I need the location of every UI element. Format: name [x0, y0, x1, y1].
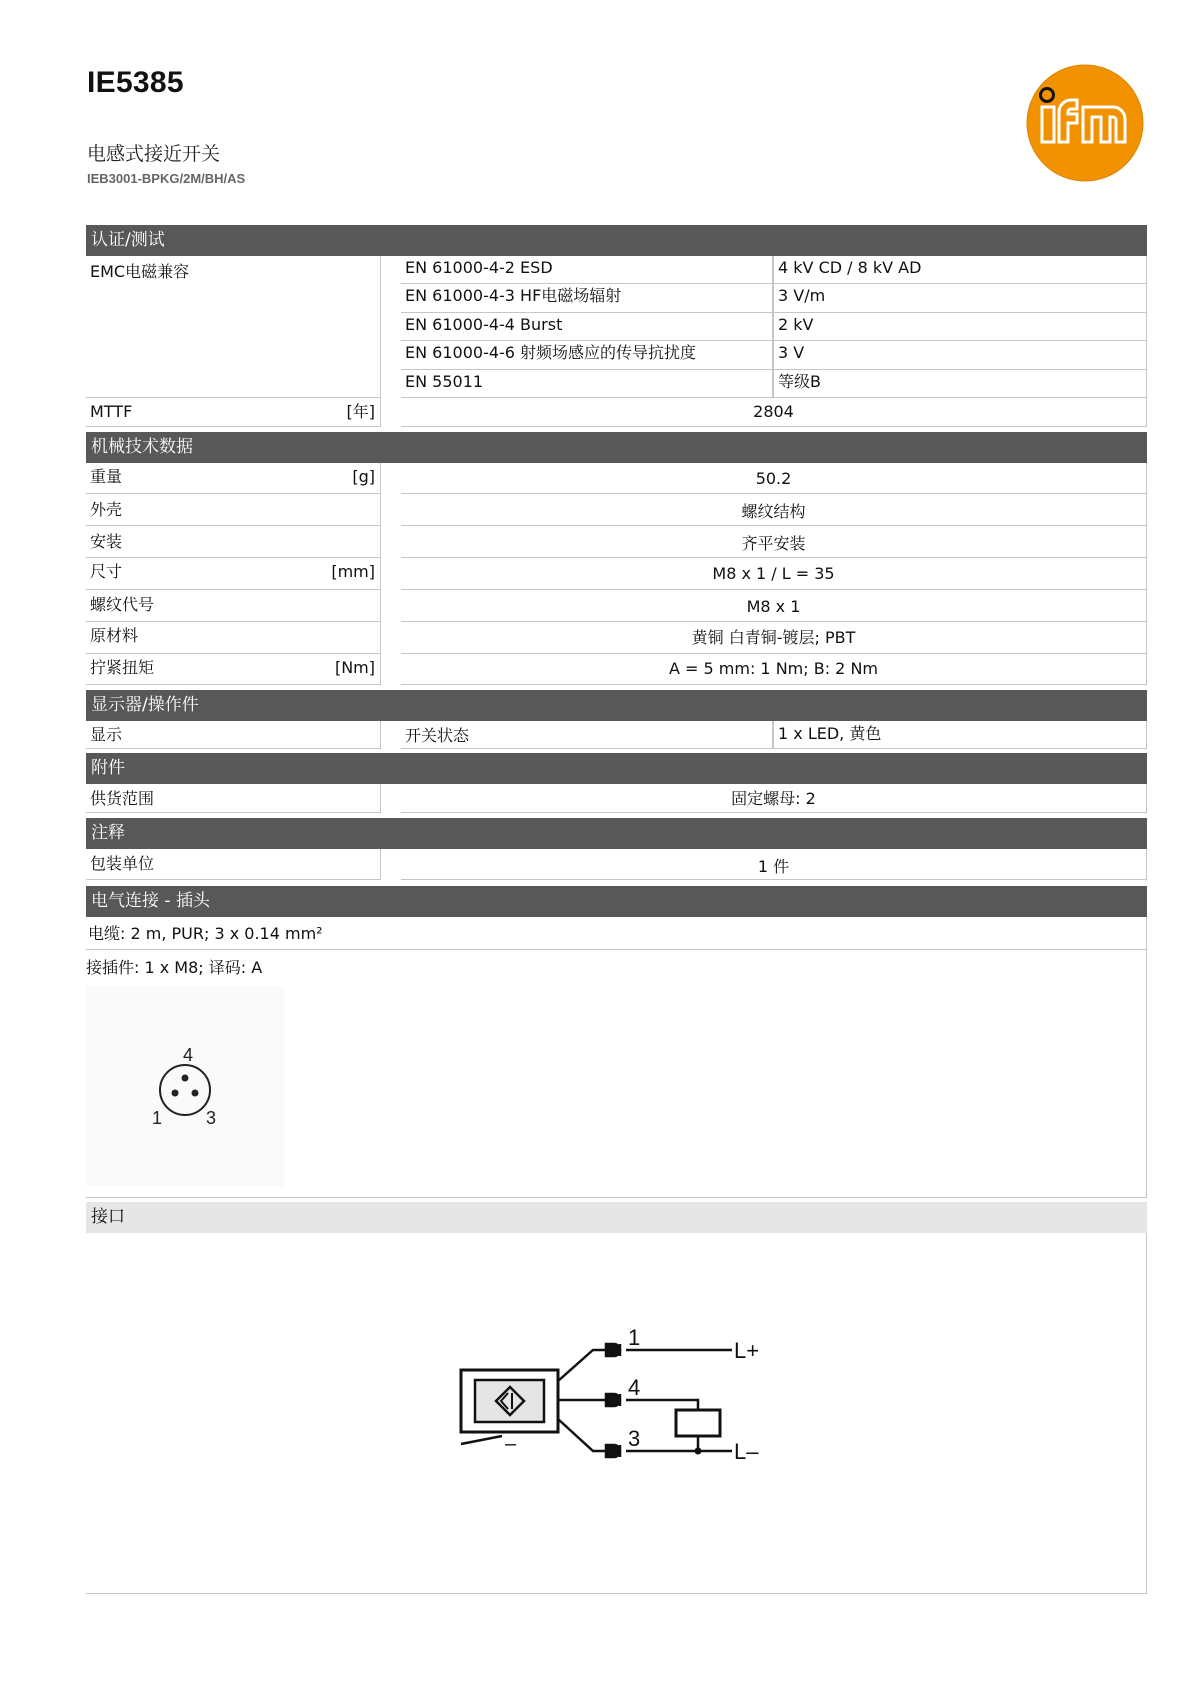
- mech-row-housing: [86, 494, 381, 526]
- mech-value-torque: A = 5 mm: 1 Nm; B: 2 Nm: [401, 654, 1147, 685]
- section-header-electrical: [86, 886, 1147, 917]
- mttf-label: MTTF: [90, 402, 133, 421]
- section-header-display: 显示器/操作件: [86, 690, 1147, 721]
- section-header-mechanical: 机械技术数据: [86, 432, 1147, 463]
- mech-row-mounting: [86, 526, 381, 558]
- section-header-approvals: 认证/测试: [86, 225, 1147, 256]
- mech-value-thread: M8 x 1: [401, 590, 1147, 622]
- terminal-l-minus: L–: [734, 1439, 759, 1464]
- connector-pinout-diagram: [86, 987, 284, 1187]
- mech-row-thread: [86, 590, 381, 622]
- mech-value-mounting: 齐平安装: [401, 526, 1147, 558]
- accessories-label: 供货范围: [86, 784, 381, 813]
- mech-label: 安装: [90, 532, 123, 551]
- mech-label: 原材料: [90, 626, 139, 645]
- electrical-title: 电气连接 - 插头: [91, 891, 210, 911]
- mech-label: 拧紧扭矩: [90, 658, 155, 677]
- emc-label: EMC电磁兼容: [90, 262, 190, 281]
- display-label: 显示: [86, 721, 381, 749]
- mech-unit: [mm]: [331, 562, 375, 581]
- mttf-value: 2804: [401, 398, 1147, 427]
- wire-number-3: 3: [628, 1426, 641, 1451]
- model-number: IEB3001-BPKG/2M/BH/AS: [87, 171, 246, 186]
- emc-val-1: 3 V/m: [773, 284, 1147, 313]
- emc-std-3: EN 61000-4-6 射频场感应的传导抗扰度: [401, 341, 773, 370]
- mech-row-torque: [86, 654, 381, 685]
- connector-box: [86, 950, 1147, 1198]
- display-sub: 开关状态: [401, 721, 773, 749]
- mech-value-dimensions: M8 x 1 / L = 35: [401, 558, 1147, 590]
- emc-std-2: EN 61000-4-4 Burst: [401, 313, 773, 341]
- cable-spec: 电缆: 2 m, PUR; 3 x 0.14 mm²: [86, 917, 1147, 950]
- section-header-notes: 注释: [86, 818, 1147, 849]
- emc-std-1: EN 61000-4-3 HF电磁场辐射: [401, 284, 773, 313]
- page-title: IE5385: [87, 66, 184, 99]
- mech-label: 重量: [90, 467, 123, 486]
- section-header-interface: 接口: [86, 1202, 1147, 1233]
- section-header-accessories: 附件: [86, 753, 1147, 784]
- mttf-label-cell: [86, 398, 381, 427]
- emc-std-0: EN 61000-4-2 ESD: [401, 256, 773, 284]
- display-value: 1 x LED, 黄色: [773, 721, 1147, 749]
- mttf-unit: [年]: [346, 402, 375, 421]
- mech-value-weight: 50.2: [401, 463, 1147, 494]
- pin-label-1: 1: [152, 1108, 163, 1128]
- product-type: 电感式接近开关: [87, 143, 221, 165]
- emc-std-4: EN 55011: [401, 370, 773, 398]
- mech-label: 尺寸: [90, 562, 123, 581]
- emc-val-3: 3 V: [773, 341, 1147, 370]
- mech-unit: [g]: [352, 467, 375, 486]
- emc-label-cell: [86, 256, 381, 398]
- mech-row-weight: [86, 463, 381, 494]
- mech-value-material: 黄铜 白青铜-镀层; PBT: [401, 622, 1147, 654]
- pin-label-3: 3: [206, 1108, 217, 1128]
- terminal-l-plus: L+: [734, 1338, 760, 1363]
- emc-val-0: 4 kV CD / 8 kV AD: [773, 256, 1147, 284]
- notes-value: 1 件: [401, 849, 1147, 880]
- connector-spec: 接插件: 1 x M8; 译码: A: [86, 958, 263, 977]
- mech-row-material: [86, 622, 381, 654]
- interface-box: [86, 1233, 1147, 1594]
- emc-val-4: 等级B: [773, 370, 1147, 398]
- mech-value-housing: 螺纹结构: [401, 494, 1147, 526]
- mech-label: 螺纹代号: [90, 595, 155, 614]
- mech-row-dimensions: [86, 558, 381, 590]
- wire-number-4: 4: [628, 1375, 641, 1400]
- notes-label: 包装单位: [86, 849, 381, 880]
- ifm-logo: [1025, 63, 1145, 183]
- connector-pinout: [86, 987, 284, 1187]
- wiring-diagram: [456, 1315, 816, 1475]
- emc-val-2: 2 kV: [773, 313, 1147, 341]
- wire-number-1: 1: [628, 1325, 641, 1350]
- mech-unit: [Nm]: [334, 658, 375, 677]
- mech-label: 外壳: [90, 500, 123, 519]
- switch-mark: –: [505, 1433, 517, 1455]
- accessories-value: 固定螺母: 2: [401, 784, 1147, 813]
- pin-label-4: 4: [183, 1045, 194, 1065]
